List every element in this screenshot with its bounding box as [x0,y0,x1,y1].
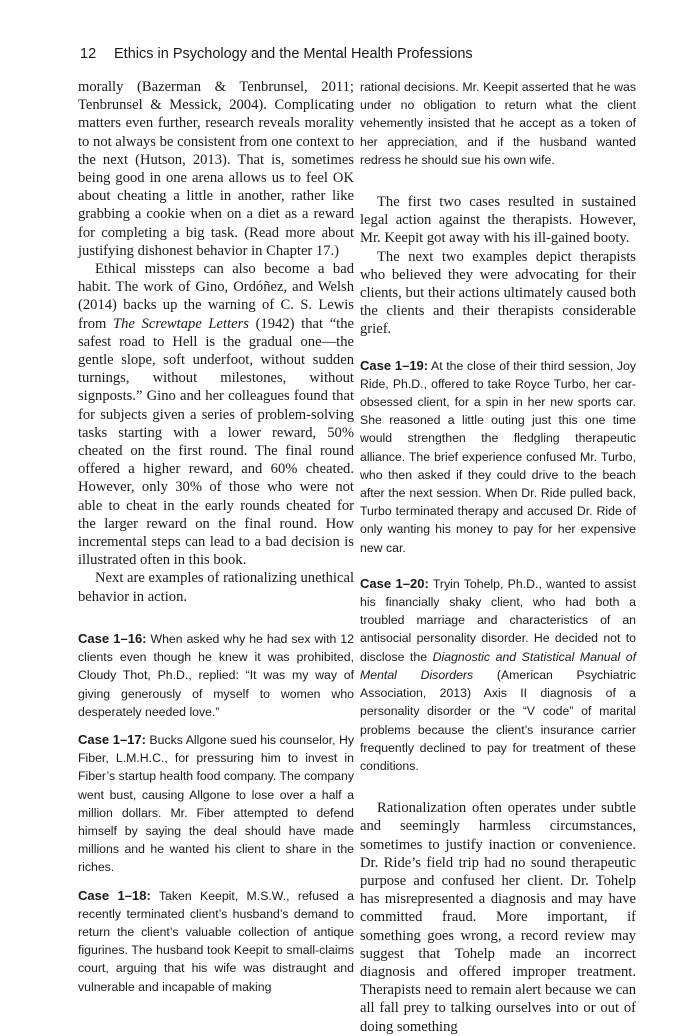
case-1-18-continued: rational decisions. Mr. Keepit asserted that he was under no obligation to return what the client vehemently insisted that he accept as a token of her appreciation, and if the husband wanted redress he should sue his own wife. [360,80,636,167]
case-1-20 [360,575,636,775]
paragraph-advocating: The next two examples depict therapists who believed they were advocating for their clients, but their actions ultimately caused both the clients and their therapists considerable grief. [360,248,636,338]
left-column [78,78,354,996]
case-1-17 [78,731,354,877]
case-1-20-text-a: Tryin Tohelp, Ph.D., wanted to assist his financially shaky client, who had both a troubled marriage and characteristics of an antisocial personality disorder. He decided not to disclose the [360,576,636,664]
paragraph-legal-action: The first two cases resulted in sustained legal action against the therapists. However, Mr. Keepit got away with his ill-gained booty. [360,194,636,247]
page-number: 12 [80,46,97,62]
book-title-screwtape: The Screwtape Letters [113,315,249,332]
paragraph-rationalization: Rationalization often operates under subtle and seemingly harmless circumstances, sometimes to justify inaction or convenience. Dr. Ride’s field trip had no sound therapeutic purpose and confused her client. Dr. Tohelp has misrepresented a diagnosis and may have committed fraud. More important, if something goes wrong, a record review may suggest that Tohelp made an incorrect diagnosis and offered improper treatment. Therapists need to remain alert because we can all fall prey to talking ourselves into or out of doing something [360,800,636,1035]
case-1-17-text: Bucks Allgone sued his counselor, Hy Fiber, L.M.H.C., for pressuring him to invest in Fiber’s startup health food company. The company went bust, causing Allgone to lose over a half a million dollars. Mr. Fiber attempted to defend himself by saying the deal should have made millions and he wanted his client to share in the riches. [78,732,354,875]
case-1-20-text-b: (American Psychiatric Association, 2013) Axis II diagnosis of a personality disorder or the “V code” of marital problems because the client’s insurance carrier frequently declined to pay for treatment of these conditions. [360,667,636,773]
case-1-18-text: Taken Keepit, M.S.W., refused a recently terminated client’s husband’s demand to return the client’s valuable collection of antique figurines. The husband took Keepit to small-claims court, arguing that his wife was distraught and vulnerable and incapable of making [78,888,354,994]
running-title: Ethics in Psychology and the Mental Health Professions [114,46,473,62]
paragraph-morality: morally (Bazerman & Tenbrunsel, 2011; Tenbrunsel & Messick, 2004). Complicating matters even further, research reveals morality to not always be consistent from one context to the next (Hutson, 2013). That is, sometimes being good in one arena allows us to feel OK about cheating a little in another, rather like grabbing a cookie when on a diet as a reward for completing a big task. (Read more about justifying dishonest behavior in Chapter 17.) [78,79,354,259]
case-1-19-text: At the close of their third session, Joy Ride, Ph.D., offered to take Royce Turbo, her car-obsessed client, for a spin in her new sports car. She reasoned a little outing just this one time would strengthen the fledgling therapeutic alliance. The brief experience confused Mr. Turbo, who then asked if they could drive to the beach after the next session. When Dr. Ride pulled back, Turbo terminated therapy and accused Dr. Ride of only wanting his money to pay for her expensive new car. [360,358,636,555]
case-1-16-label: Case 1–16: [78,630,147,646]
paragraph-bad-habit-text-b: (1942) that “the safest road to Hell is the gradual one—the gentle slope, soft underfoot, without sudden turnings, without milestones, without signposts.” Gino and her colleagues found that for subjects given a series of problem-solving tasks starting with a lower reward, 50% cheated on the first round. The final round offered a higher reward, and 60% cheated. However, only 30% of those who were not able to cheat in the early rounds cheated for the larger reward on the final round. How incremental steps can lead to a bad decision is illustrated often in this book. [78,315,354,569]
case-1-18-label: Case 1–18: [78,887,151,903]
paragraph-examples-intro: Next are examples of rationalizing unethical behavior in action. [78,570,354,605]
paragraph-bad-habit-text-a: Ethical missteps can also become a bad habit. The work of Gino, Ordóñez, and Welsh (2014) backs up the warning of C. S. Lewis from [78,261,354,332]
case-1-16-text: When asked why he had sex with 12 clients even though he knew it was prohibited, Cloudy Thot, Ph.D., replied: “It was my way of giving generously of myself to women who desperately needed love.” [78,631,354,719]
case-1-16 [78,630,354,721]
running-header [80,46,640,62]
right-column [360,78,636,1036]
case-1-18 [78,887,354,996]
case-1-17-label: Case 1–17: [78,731,146,747]
case-1-19 [360,357,636,557]
case-1-19-label: Case 1–19: [360,357,429,373]
case-1-20-label: Case 1–20: [360,575,429,591]
paragraph-bad-habit [78,260,354,569]
dsm-title: Diagnostic and Statistical Manual of Mental Disorders [360,649,636,682]
